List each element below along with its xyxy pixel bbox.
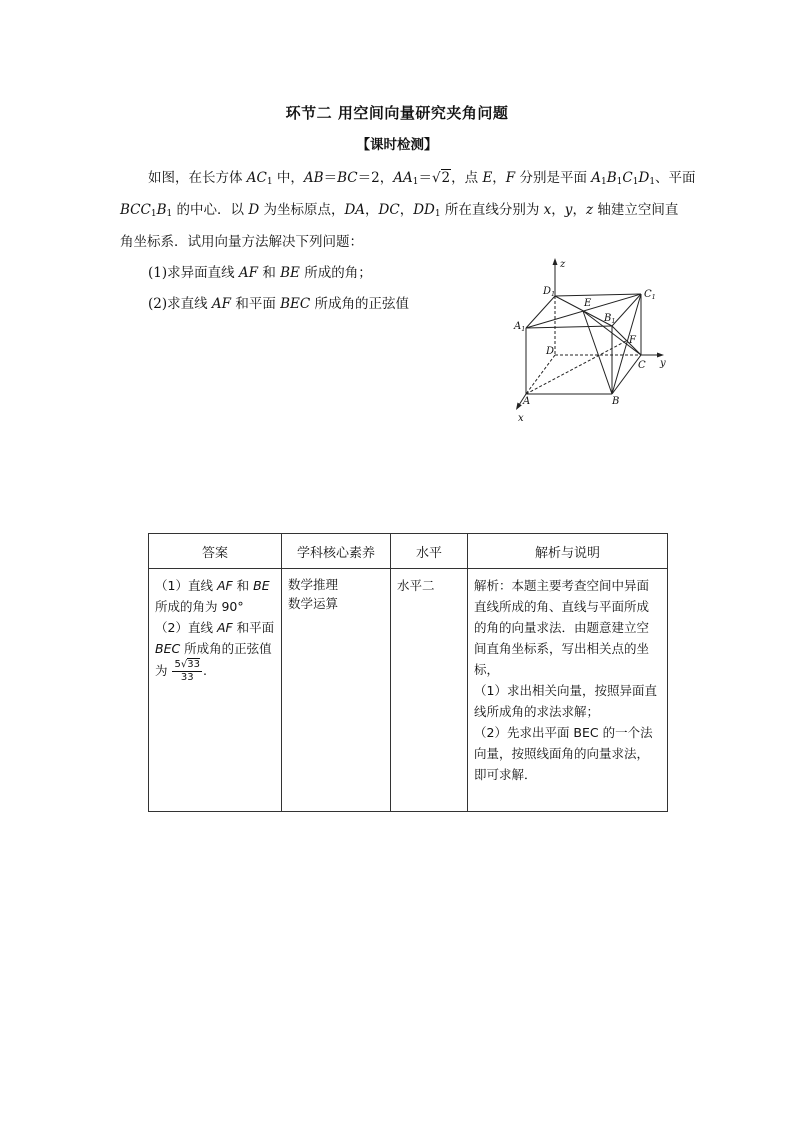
- header-level: 水平: [391, 534, 468, 569]
- cuboid-figure: [508, 254, 678, 422]
- analysis-paragraph: 解析：本题主要考查空间中异面直线所成的角、直线与平面所成的角的向量求法．由题意建立空间直角坐标系，写出相关点的坐标，: [474, 578, 650, 677]
- label-c1: $C_1$: [644, 289, 656, 301]
- answer-part-2: （2）直线 AF 和平面 BEC 所成角的正弦值为 $\frac{5√33}{33}$ .: [155, 620, 275, 683]
- analysis-paragraph: （1）求出相关向量，按照异面直线所成角的求法求解；: [474, 683, 657, 719]
- edge-bc: [612, 355, 641, 394]
- table-header-row: [149, 534, 668, 569]
- answer-table: [148, 533, 668, 812]
- label-y: y: [660, 358, 666, 369]
- label-b: B: [612, 396, 620, 407]
- header-answer: 答案: [149, 534, 282, 569]
- label-x: x: [518, 413, 524, 424]
- sine-fraction: $\frac{5√33}{33}$: [174, 659, 200, 683]
- edge-a1b1: [526, 326, 612, 328]
- sqrt-symbol: √2: [431, 170, 451, 186]
- question-2: (2)求直线 AF 和平面 BEC 所成角的正弦值: [148, 296, 410, 312]
- y-axis-arrow: [657, 353, 664, 358]
- x-axis-arrow: [516, 403, 522, 411]
- header-literacy: 学科核心素养: [282, 534, 391, 569]
- literacy-item: 数学运算: [288, 596, 339, 611]
- analysis-cell: [468, 569, 668, 812]
- hidden-edge-da: [526, 355, 555, 394]
- label-d: D: [546, 346, 555, 357]
- hidden-segment-af: [526, 341, 626, 394]
- literacy-item: 数学推理: [288, 577, 339, 592]
- analysis-paragraph: （2）先求出平面 BEC 的一个法向量，按照线面角的向量求法，即可求解．: [474, 725, 653, 782]
- question-1: (1)求异面直线 AF 和 BE 所成的角；: [148, 265, 372, 281]
- z-axis-arrow: [553, 258, 558, 265]
- header-analysis: 解析与说明: [468, 534, 668, 569]
- level-cell: 水平二: [391, 569, 468, 812]
- problem-line-2: $BCC_1B_1$ 的中心．以 D 为坐标原点，DA，DC，$DD_1$ 所在直线分别为 x，y，z 轴建立空间直: [120, 202, 679, 219]
- table-row: [149, 569, 668, 812]
- label-a: A: [523, 396, 531, 407]
- page-title: 环节二 用空间向量研究夹角问题: [285, 104, 509, 122]
- problem-line-3: 角坐标系．试用向量方法解决下列问题：: [120, 234, 363, 250]
- label-a1: $A_1$: [514, 321, 526, 333]
- section-subtitle: 【课时检测】: [356, 137, 438, 153]
- cuboid-diagram: [508, 254, 678, 422]
- label-d1: $D_1$: [543, 286, 556, 298]
- label-z: z: [560, 259, 566, 270]
- answer-part-1: （1）直线 AF 和 BE 所成的角为 90°: [155, 578, 270, 614]
- diag-b1c: [612, 326, 641, 355]
- problem-line-1: 如图，在长方体 $AC_1$ 中，AB＝BC＝2，$AA_1=√2$，点 E，F 分别是平面 $A_1B_1C_1D_1$、平面: [148, 170, 696, 187]
- edge-d1c1: [555, 294, 641, 296]
- label-b1: $B_1$: [604, 313, 616, 325]
- label-f: F: [629, 335, 636, 346]
- literacy-cell: [282, 569, 391, 812]
- label-e: E: [584, 298, 592, 309]
- answer-cell: [149, 569, 282, 812]
- label-c: C: [638, 360, 646, 371]
